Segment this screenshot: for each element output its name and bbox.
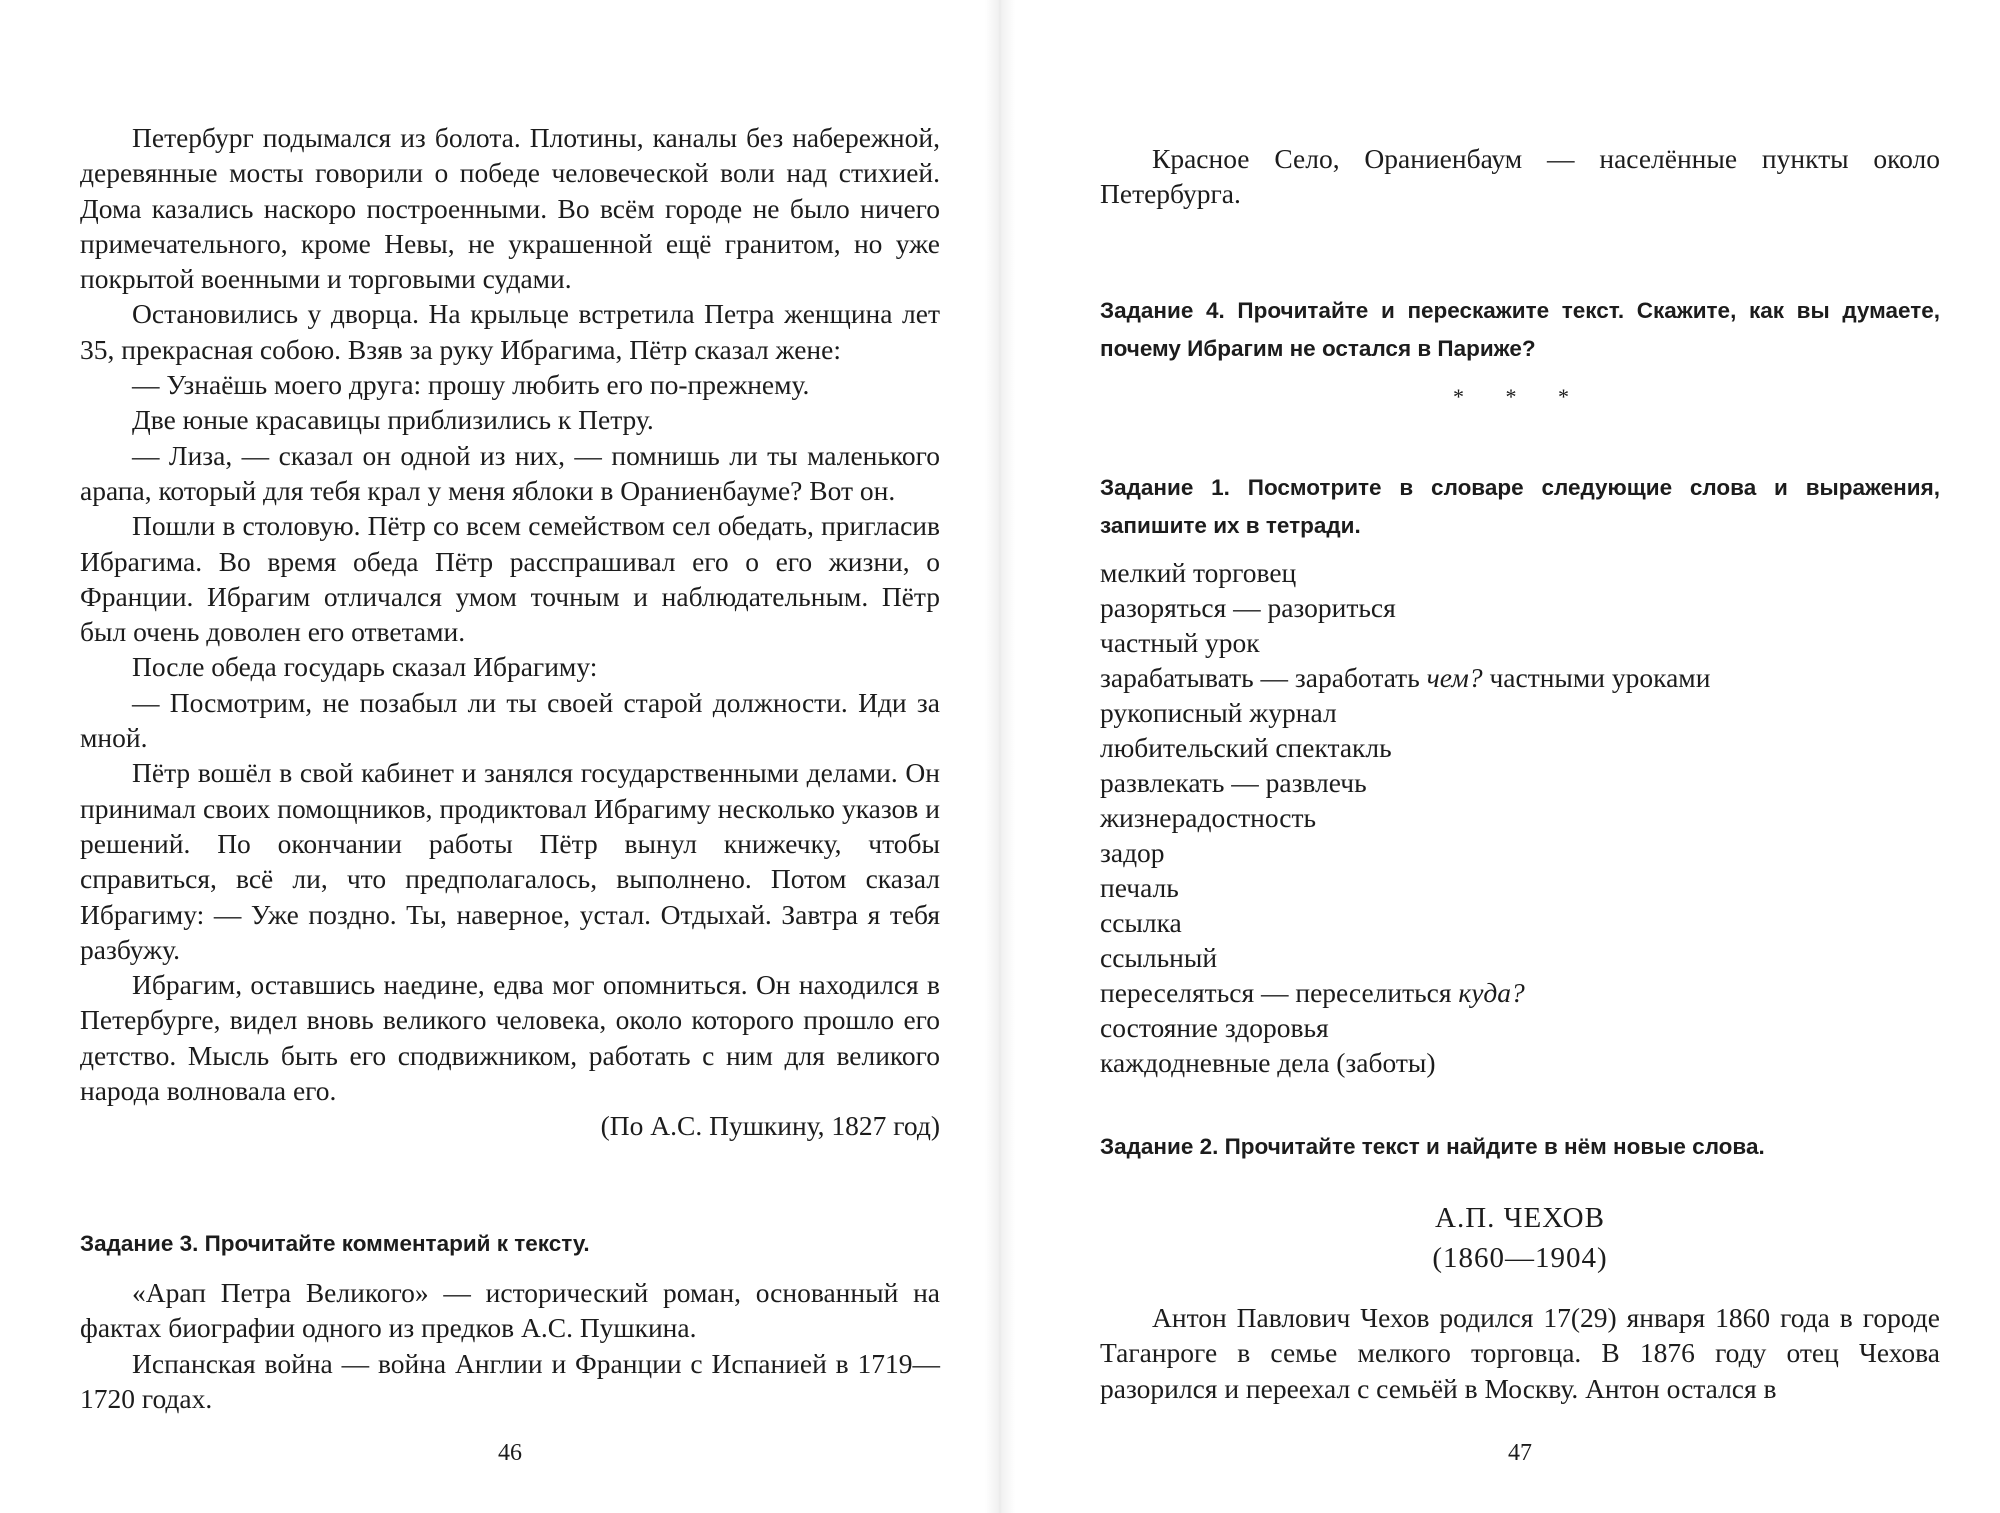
comment-item: «Арап Петра Великого» — исторический роман, основанный на фактах биографии одного из предков А.С. Пушкина.: [80, 1277, 940, 1344]
vocab-question: куда?: [1458, 977, 1525, 1008]
task-3-heading: Задание 3. Прочитайте комментарий к тексту.: [80, 1231, 590, 1256]
vocab-text: зарабатывать — заработать: [1100, 662, 1427, 693]
paragraph: Пошли в столовую. Пётр со всем семейством сел обедать, пригласив Ибрагима. Во время обеда Пётр расспрашивал его о его жизни, о Франции. Ибрагим отличался умом точным и наблюдательным. Пётр был очень доволен его ответами.: [80, 510, 940, 648]
page-right: [1100, 0, 1940, 1513]
commentary: [80, 1275, 940, 1416]
page-number: 47: [1508, 1440, 1532, 1466]
vocab-item: рукописный журнал: [1100, 697, 1337, 728]
vocab-item: задор: [1100, 837, 1165, 868]
vocab-item: [1100, 660, 1940, 695]
vocab-item: состояние здоровья: [1100, 1012, 1329, 1043]
page-number: 46: [498, 1440, 522, 1466]
paragraph: Пётр вошёл в свой кабинет и занялся государственными делами. Он принимал своих помощников, продиктовал Ибрагиму несколько указов и решений. По окончании работы Пётр вынул книжечку, чтобы справиться, всё ли, что предполагалось, выполнено. Потом сказал Ибрагиму: — Уже поздно. Ты, наверное, устал. Отдыхай. Завтра я тебя разбужу.: [80, 757, 940, 965]
vocab-item: печаль: [1100, 872, 1179, 903]
vocab-item: развлекать — развлечь: [1100, 767, 1367, 798]
paragraph: Ибрагим, оставшись наедине, едва мог опомниться. Он находился в Петербурге, видел вновь великого человека, около которого прошло его детство. Мысль быть его сподвижником, работать с ним для великого народа волновала его.: [80, 969, 940, 1107]
author-years: (1860—1904): [1432, 1242, 1608, 1274]
vocab-item: мелкий торговец: [1100, 557, 1297, 588]
task-1-heading: Задание 1. Посмотрите в словаре следующие слова и выражения, запишите их в тетради.: [1100, 475, 1940, 538]
vocab-text: переселяться — переселиться: [1100, 977, 1459, 1008]
citation: (По А.С. Пушкину, 1827 год): [600, 1110, 940, 1142]
story-text: [80, 120, 940, 1144]
comment-continuation: Красное Село, Ораниенбаум — населённые пункты около Петербурга.: [1100, 143, 1940, 210]
paragraph: Две юные красавицы приблизились к Петру.: [132, 404, 654, 436]
paragraph: После обеда государь сказал Ибрагиму:: [132, 651, 598, 683]
author-name: А.П. ЧЕХОВ: [1435, 1202, 1605, 1234]
vocab-question: чем?: [1426, 662, 1483, 693]
paragraph: — Лиза, — сказал он одной из них, — помнишь ли ты маленького арапа, который для тебя крал у меня яблоки в Ораниенбауме? Вот он.: [80, 439, 940, 506]
vocab-item: ссылка: [1100, 907, 1182, 938]
paragraph: Остановились у дворца. На крыльце встретила Петра женщина лет 35, прекрасная собою. Взяв за руку Ибрагима, Пётр сказал жене:: [80, 298, 940, 365]
comment-item: Испанская война — война Англии и Франции с Испанией в 1719—1720 годах.: [80, 1347, 940, 1414]
task-4-heading: Задание 4. Прочитайте и перескажите текст. Скажите, как вы думаете, почему Ибрагим не остался в Париже?: [1100, 298, 1940, 361]
paragraph: Петербург подымался из болота. Плотины, каналы без набережной, деревянные мосты говорили о победе человеческой воли над стихией. Дома казались наскоро построенными. Во всём городе не было ничего примечательного, кроме Невы, не украшенной ещё гранитом, но уже покрытой военными и торговыми судами.: [80, 122, 940, 295]
vocab-item: каждодневные дела (заботы): [1100, 1047, 1436, 1078]
vocab-item: частный урок: [1100, 627, 1260, 658]
biography-text: Антон Павлович Чехов родился 17(29) января 1860 года в городе Таганроге в семье мелкого торговца. В 1876 году отец Чехова разорился и переехал с семьёй в Москву. Антон остался в: [1100, 1302, 1940, 1404]
book-gutter: [985, 0, 1015, 1513]
paragraph: — Узнаёшь моего друга: прошу любить его по-прежнему.: [132, 369, 810, 401]
paragraph: — Посмотрим, не позабыл ли ты своей старой должности. Иди за мной.: [80, 686, 940, 754]
section-separator: * * *: [1453, 384, 1587, 409]
vocab-item: жизнерадостность: [1100, 802, 1317, 833]
vocab-item: любительский спектакль: [1100, 732, 1392, 763]
task-2-heading: Задание 2. Прочитайте текст и найдите в нём новые слова.: [1100, 1134, 1765, 1159]
vocab-text: частными уроками: [1482, 662, 1711, 693]
vocab-item: [1100, 975, 1940, 1010]
page-left: [80, 0, 940, 1513]
vocab-item: ссыльный: [1100, 942, 1218, 973]
vocabulary-list: [1100, 555, 1940, 1080]
vocab-item: разоряться — разориться: [1100, 592, 1396, 623]
